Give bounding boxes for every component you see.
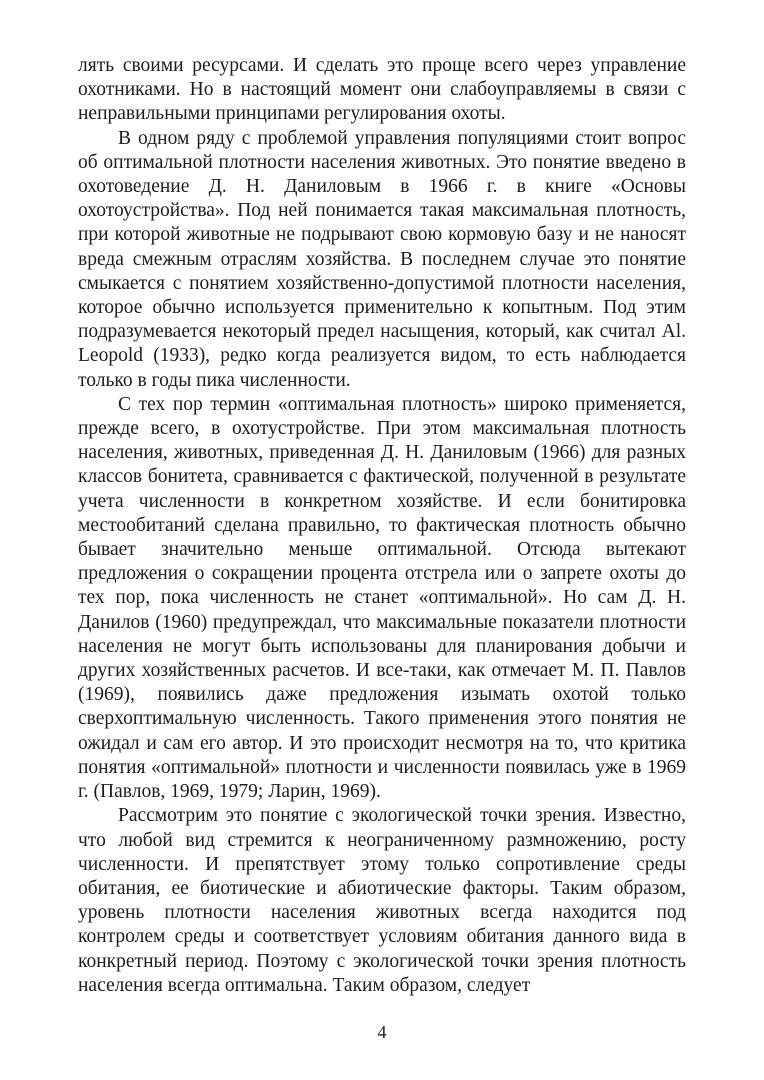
paragraph-continuation: лять своими ресурсами. И сделать это проще всего через управление охотниками. Но в настоящий момент они слабоуправляемы в связи с неправильными принципами регулирования охоты. (78, 55, 686, 125)
page-number: 4 (377, 1022, 387, 1042)
body-text (78, 54, 686, 998)
paragraph-optimal-density: В одном ряду с проблемой управления популяциями стоит вопрос об оптимальной плотности населения животных. Это понятие введено в охотоведение Д. Н. Даниловым в 1966 г. в книге «Основы охотоустройства». Под ней понимается такая максимальная плотность, при которой животные не подрывают свою кормовую базу и не наносят вреда смежным отраслям хозяйства. В последнем случае это понятие смыкается с понятием хозяйственно-допустимой плотности населения, которое обычно используется применительно к копытным. Под этим подразумевается некоторый предел насыщения, который, как считал Al. Leopold (1933), редко когда реализуется видом, то есть наблюдается только в годы пика численности. (78, 127, 686, 391)
paragraph-ecological-view: Рассмотрим это понятие с экологической точки зрения. Известно, что любой вид стремится к неограниченному размножению, росту численности. И препятствует этому только сопротивление среды обитания, ее биотические и абиотические факторы. Таким образом, уровень плотности населения животных всегда находится под контролем среды и соответствует условиям обитания данного вида в конкретный период. Поэтому с экологической точки зрения плотность населения всегда оптимальна. Таким образом, следует (78, 805, 686, 996)
paragraph-term-usage: С тех пор термин «оптимальная плотность» широко применяется, прежде всего, в охотустройстве. При этом максимальная плотность населения, животных, приведенная Д. Н. Даниловым (1966) для разных классов бонитета, сравнивается с фактической, полученной в результате учета численности в конкретном хозяйстве. И если бонитировка местообитаний сделана правильно, то фактическая плотность обычно бывает значительно меньше оптимальной. Отсюда вытекают предложения о сокращении процента отстрела или о запрете охоты до тех пор, пока численность не станет «оптимальной». Но сам Д. Н. Данилов (1960) предупреждал, что максимальные показатели плотности населения не могут быть использованы для планирования добычи и других хозяйственных расчетов. И все-таки, как отмечает М. П. Павлов (1969), появились даже предложения изымать охотой только сверхоптимальную численность. Такого применения этого понятия не ожидал и сам его автор. И это происходит несмотря на то, что критика понятия «оптимальной» плотности и численности появилась уже в 1969 г. (Павлов, 1969, 1979; Ларин, 1969). (78, 393, 686, 803)
